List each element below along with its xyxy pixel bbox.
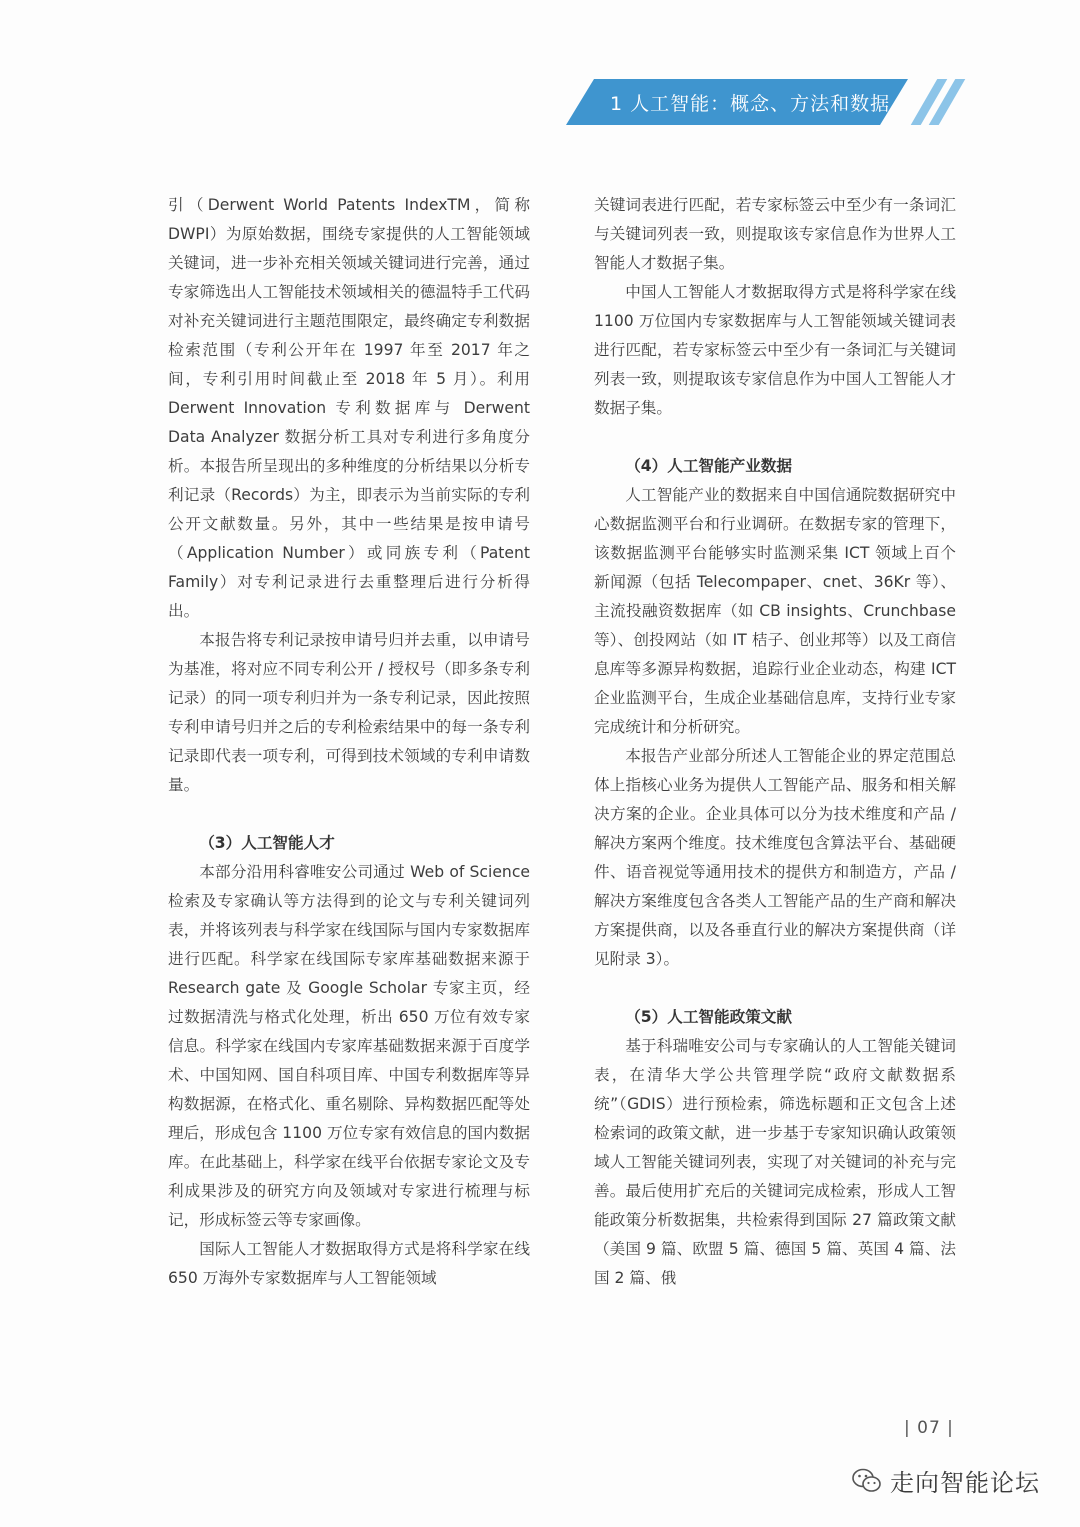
paragraph: 中国人工智能人才数据取得方式是将科学家在线 1100 万位国内专家数据库与人工智能领域关键词表进行匹配，若专家标签云中至少有一条词汇与关键词列表一致，则提取该专家信息作为中国人工智能人才数据子集。 [594, 283, 956, 417]
paragraph: 基于科瑞唯安公司与专家确认的人工智能关键词表，在清华大学公共管理学院“政府文献数据系统”（GDIS）进行预检索，筛选标题和正文包含上述检索词的政策文献，进一步基于专家知识确认政策领域人工智能关键词列表，实现了对关键词的补充与完善。最后使用扩充后的关键词完成检索，形成人工智能政策分析数据集，共检索得到国际 27 篇政策文献（美国 9 篇、欧盟 5 篇、德国 5 篇、英国 4 篇、法国 2 篇、俄 [594, 1037, 956, 1287]
paragraph: 本部分沿用科睿唯安公司通过 Web of Science 检索及专家确认等方法得到的论文与专利关键词列表，并将该列表与科学家在线国际与国内专家数据库进行匹配。科学家在线国际专家库基础数据来源于 Research gate 及 Google Scholar 专家主页，经过数据清洗与格式化处理，析出 650 万位有效专家信息。科学家在线国内专家库基础数据来源于百度学术、中国知网、国自科项目库、中国专利数据库等异构数据源，在格式化、重名剔除、异构数据匹配等处理后，形成包含 1100 万位专家有效信息的国内数据库。在此基础上，科学家在线平台依据专家论文及专利成果涉及的研究方向及领域对专家进行梳理与标记，形成标签云等专家画像。 [168, 863, 530, 1229]
section-heading: （4）人工智能产业数据 [625, 457, 792, 475]
paragraph: 关键词表进行匹配，若专家标签云中至少有一条词汇与关键词列表一致，则提取该专家信息作为世界人工智能人才数据子集。 [594, 196, 956, 272]
section-heading: （3）人工智能人才 [199, 834, 335, 852]
paragraph: 国际人工智能人才数据取得方式是将科学家在线 650 万海外专家数据库与人工智能领域 [168, 1240, 530, 1287]
paragraph: 人工智能产业的数据来自中国信通院数据研究中心数据监测平台和行业调研。在数据专家的管理下，该数据监测平台能够实时监测采集 ICT 领域上百个新闻源（包括 Telecompaper、cnet、36Kr 等）、主流投融资数据库（如 CB insights、Crunchbase 等）、创投网站（如 IT 桔子、创业邦等）以及工商信息库等多源异构数据，追踪行业企业动态，构建 ICT 企业监测平台，生成企业基础信息库，支持行业专家完成统计和分析研究。 [594, 486, 956, 736]
wechat-icon [852, 1468, 882, 1494]
watermark [852, 1463, 1040, 1498]
right-column [594, 191, 956, 1293]
left-column [168, 191, 530, 1293]
page-number: | 07 | [904, 1418, 954, 1438]
paragraph: 本报告将专利记录按申请号归并去重，以申请号为基准，将对应不同专利公开 / 授权号（即多条专利记录）的同一项专利归并为一条专利记录，因此按照专利申请号归并之后的专利检索结果中的每一条专利记录即代表一项专利，可得到技术领域的专利申请数量。 [168, 631, 530, 794]
chapter-title: 1 人工智能：概念、方法和数据 [610, 93, 891, 115]
paragraph: 本报告产业部分所述人工智能企业的界定范围总体上指核心业务为提供人工智能产品、服务和相关解决方案的企业。企业具体可以分为技术维度和产品 / 解决方案两个维度。技术维度包含算法平台、基础硬件、语音视觉等通用技术的提供方和制造方，产品 / 解决方案维度包含各类人工智能产品的生产商和解决方案提供商，以及各垂直行业的解决方案提供商（详见附录 3）。 [594, 747, 956, 968]
watermark-text: 走向智能论坛 [890, 1469, 1040, 1497]
paragraph: 引（Derwent World Patents IndexTM，简称DWPI）为原始数据，围绕专家提供的人工智能领域关键词，进一步补充相关领域关键词进行完善，通过专家筛选出人工智能技术领域相关的德温特手工代码对补充关键词进行主题范围限定，最终确定专利数据检索范围（专利公开年在 1997 年至 2017 年之间，专利引用时间截止至 2018 年 5 月）。利用 Derwent Innovation 专利数据库与 Derwent Data Analyzer 数据分析工具对专利进行多角度分析。本报告所呈现出的多种维度的分析结果以分析专利记录（Records）为主，即表示为当前实际的专利公开文献数量。另外，其中一些结果是按申请号（Application Number）或同族专利（Patent Family）对专利记录进行去重整理后进行分析得出。 [168, 196, 530, 620]
section-heading: （5）人工智能政策文献 [625, 1008, 792, 1026]
